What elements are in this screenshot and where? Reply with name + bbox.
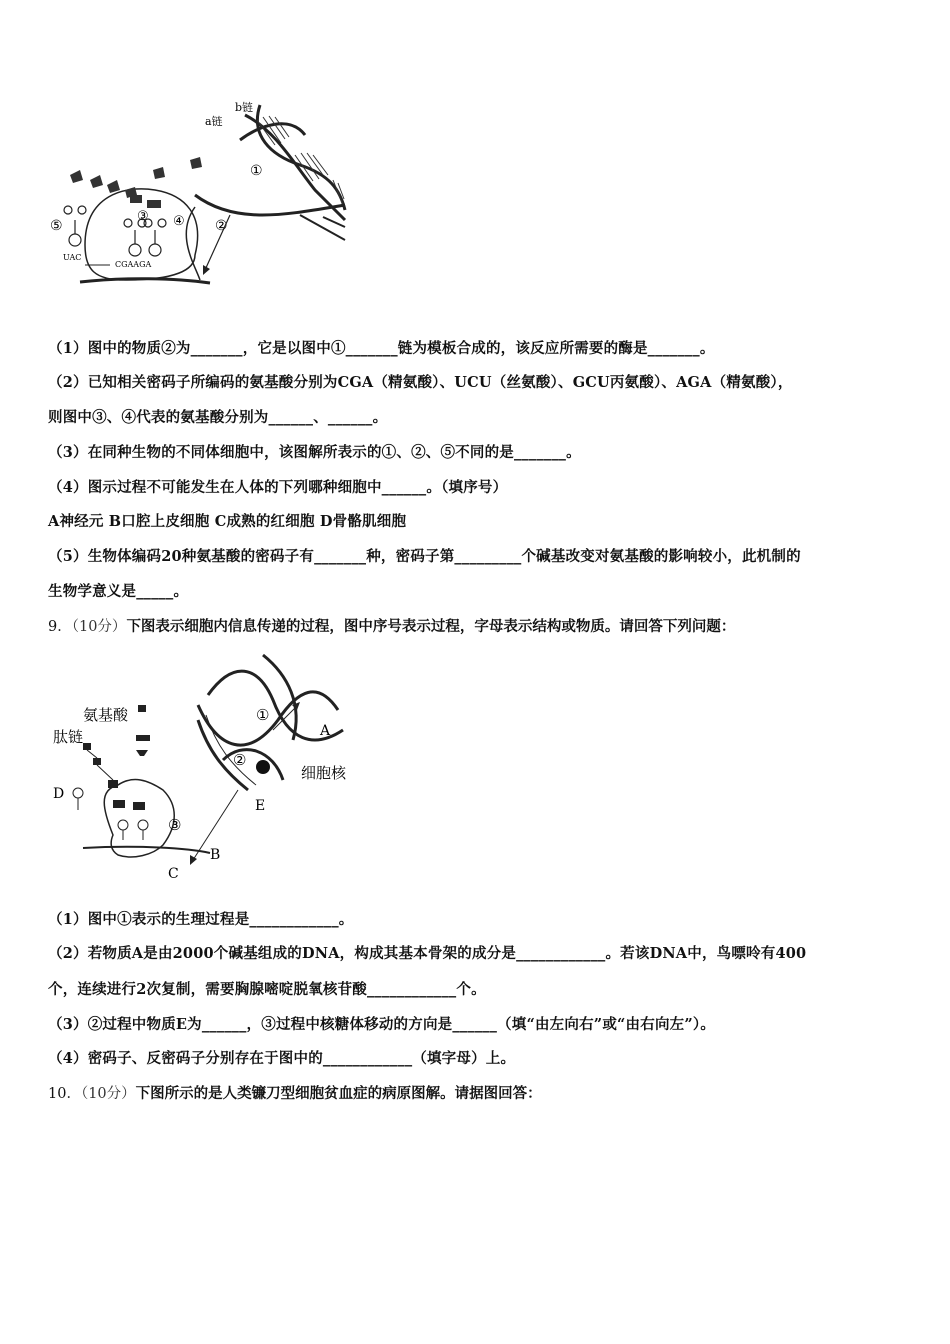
label-amino-acid: 氨基酸 — [83, 706, 129, 724]
q8-line-1: （1）图中的物质②为_______，它是以图中①_______链为模板合成的，该反应所需要的酶是_______。 — [48, 340, 715, 357]
q10-number: 10． — [48, 1086, 81, 1102]
q8-line-8: 生物学意义是_____。 — [48, 583, 189, 600]
label-b-strand: b链 — [235, 101, 254, 114]
label-3: ③ — [137, 209, 149, 224]
q9-line-4: （3）②过程中物质E为______，③过程中核糖体移动的方向是______（填“由左向右”或“由右向左”）。 — [48, 1016, 716, 1033]
q9-line-2: （2）若物质A是由2000个碱基组成的DNA，构成其基本骨架的成分是____________。若该DNA中，鸟嘌呤有400 — [48, 945, 807, 962]
q9-heading — [48, 615, 735, 636]
q8-line-4: （3）在同种生物的不同体细胞中，该图解所表示的①、②、⑤不同的是_______。 — [48, 444, 581, 461]
q10-text: 下图所示的是人类镰刀型细胞贫血症的病原图解。请据图回答： — [135, 1085, 542, 1102]
label-4: ④ — [173, 214, 185, 229]
q10-heading — [48, 1082, 542, 1103]
figure-information-transfer — [48, 650, 368, 885]
enzyme-e — [256, 760, 270, 774]
label-nucleus: 细胞核 — [301, 764, 347, 782]
label-peptide: 肽链 — [53, 728, 84, 746]
q9-number: 9． — [48, 619, 72, 635]
q9-text: 下图表示细胞内信息传递的过程，图中序号表示过程，字母表示结构或物质。请回答下列问题： — [126, 618, 736, 635]
label-2: ② — [233, 751, 247, 769]
q8-line-5: （4）图示过程不可能发生在人体的下列哪种细胞中______。（填序号） — [48, 479, 508, 496]
label-3: ③ — [168, 816, 182, 834]
label-1: ① — [256, 706, 270, 724]
q8-line-3: 则图中③、④代表的氨基酸分别为______、______。 — [48, 409, 388, 426]
label-1: ① — [250, 163, 263, 179]
ribosome-c — [104, 780, 174, 857]
label-2: ② — [215, 218, 228, 234]
label-d: D — [53, 786, 65, 802]
label-a-strand: a链 — [205, 115, 223, 128]
mrna-b — [83, 847, 210, 853]
label-e: E — [255, 798, 266, 814]
label-codons: CGAAGA — [115, 260, 152, 269]
mrna-bottom — [80, 279, 210, 283]
trna-group — [64, 206, 166, 256]
figure-transcription-translation — [45, 95, 350, 295]
label-a: A — [320, 723, 331, 739]
q8-line-6: A神经元 B口腔上皮细胞 C成熟的红细胞 D骨骼肌细胞 — [48, 513, 407, 530]
q9-line-3: 个，连续进行2次复制，需要胸腺嘧啶脱氧核苷酸____________个。 — [48, 981, 486, 998]
q9-points: （10分） — [71, 619, 127, 635]
label-5: ⑤ — [50, 218, 63, 234]
q8-line-7: （5）生物体编码20种氨基酸的密码子有_______种，密码子第_________个碱基改变对氨基酸的影响较小，此机制的 — [48, 548, 801, 565]
q10-points: （10分） — [80, 1086, 136, 1102]
q8-line-2: （2）已知相关密码子所编码的氨基酸分别为CGA（精氨酸）、UCU（丝氨酸）、GCU丙氨酸）、AGA（精氨酸）， — [48, 374, 793, 391]
label-c: C — [168, 866, 179, 882]
label-b: B — [210, 847, 221, 863]
q9-line-1: （1）图中①表示的生理过程是____________。 — [48, 911, 354, 928]
q9-line-5: （4）密码子、反密码子分别存在于图中的____________（填字母）上。 — [48, 1050, 516, 1067]
label-anticodon: UAC — [63, 253, 82, 262]
